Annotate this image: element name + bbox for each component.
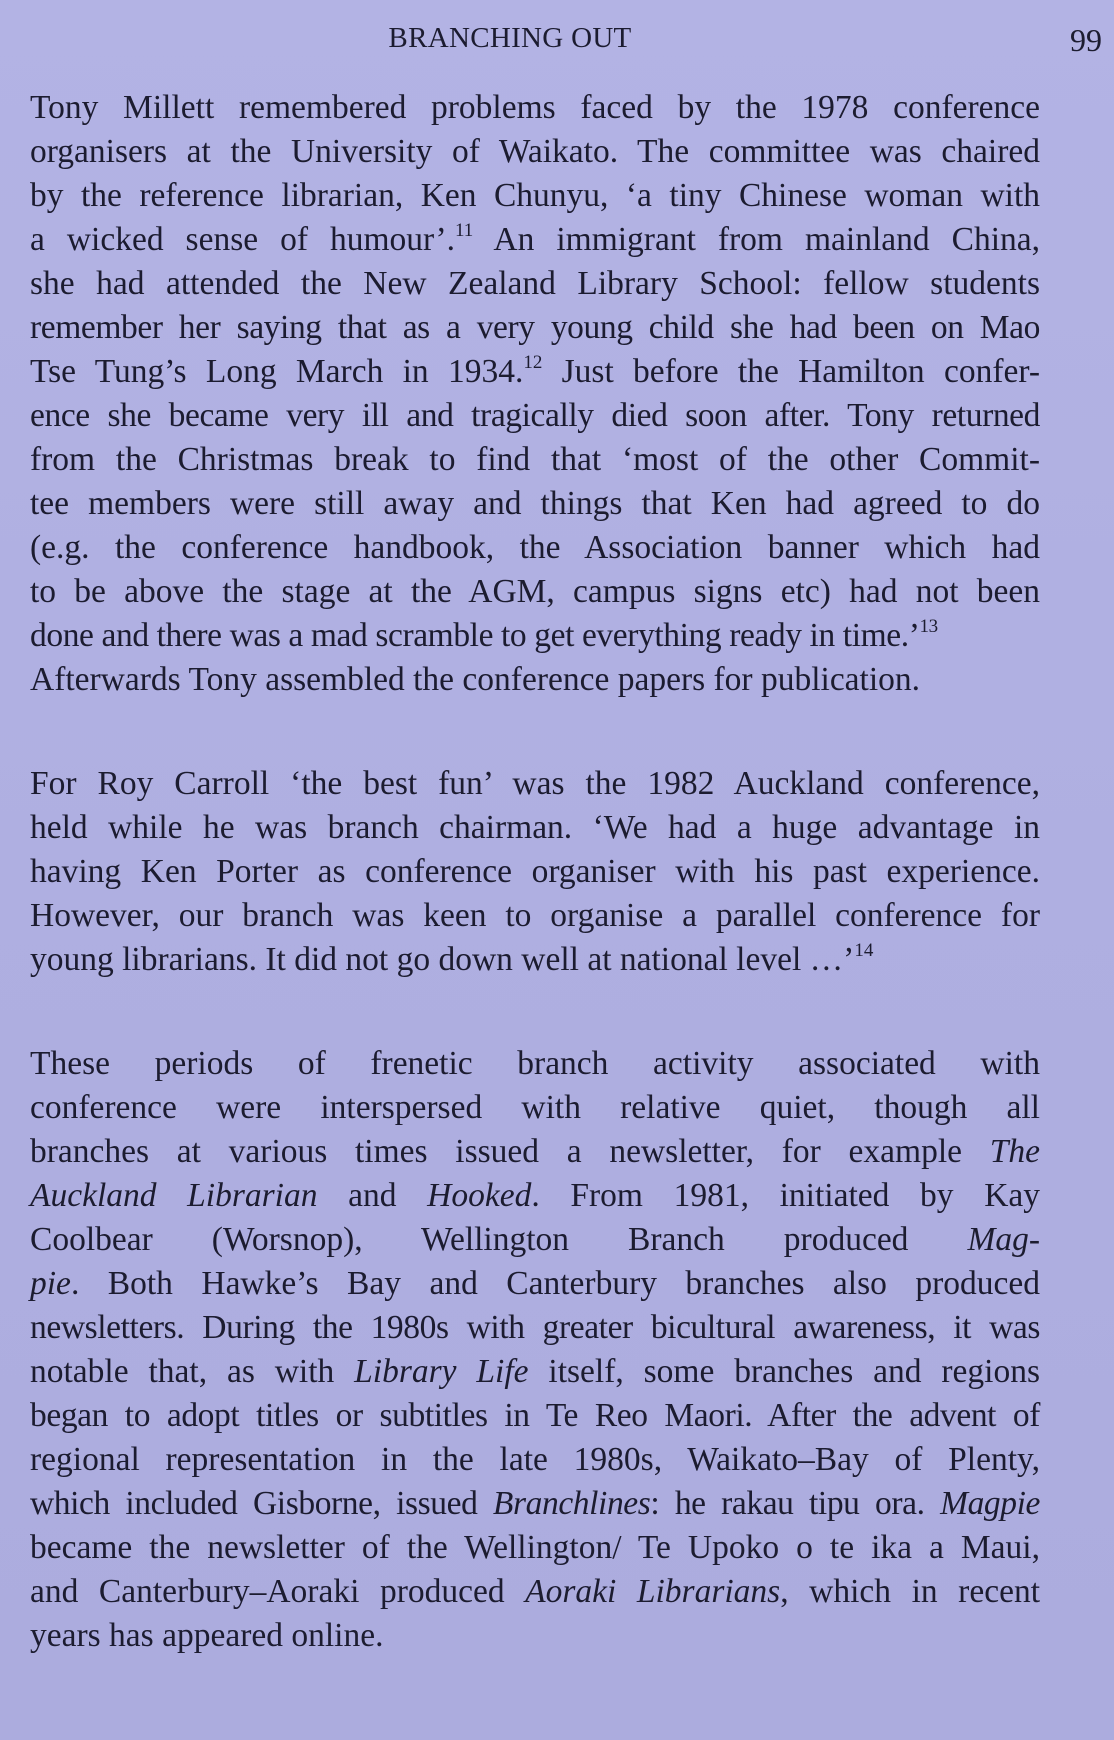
- text-line: held while he was branch chairman. ‘We had a huge advantage in: [30, 809, 1040, 846]
- publication-title: Hooked: [427, 1177, 532, 1214]
- publication-title: The: [989, 1133, 1040, 1170]
- text-line: Tse Tung’s Long March in 1934.12 Just before the Hamilton confer-: [30, 352, 1040, 390]
- text-line: she had attended the New Zealand Library School: fellow students: [30, 265, 1040, 302]
- publication-title: Auckland Librarian: [30, 1177, 318, 1214]
- text-line: ence she became very ill and tragically died soon after. Tony returned: [30, 397, 1040, 434]
- text-line: Afterwards Tony assembled the conference papers for publication.: [30, 661, 921, 698]
- text-line: (e.g. the conference handbook, the Association banner which had: [30, 529, 1040, 566]
- text-line: remember her saying that as a very young child she had been on Mao: [30, 309, 1040, 346]
- text-line: Tony Millett remembered problems faced by the 1978 conference: [30, 89, 1040, 126]
- text-line: However, our branch was keen to organise a parallel conference for: [30, 897, 1040, 934]
- footnote-marker-14: 14: [854, 940, 874, 961]
- text-line: having Ken Porter as conference organiser with his past experience.: [30, 853, 1040, 890]
- text-line: organisers at the University of Waikato. The committee was chaired: [30, 133, 1040, 170]
- text-line: pie. Both Hawke’s Bay and Canterbury branches also produced: [30, 1265, 1040, 1302]
- publication-title: Aoraki Librarians: [525, 1573, 781, 1610]
- text-line: These periods of frenetic branch activity associated with: [30, 1045, 1040, 1082]
- text-line: by the reference librarian, Ken Chunyu, ‘a tiny Chinese woman with: [30, 177, 1040, 214]
- text-line: tee members were still away and things that Ken had agreed to do: [30, 485, 1040, 522]
- text-line: young librarians. It did not go down well at national level …’$^{14}$: [30, 940, 874, 978]
- footnote-marker-13: 13: [919, 616, 938, 637]
- text-line: conference were interspersed with relative quiet, though all: [30, 1089, 1040, 1126]
- text-line: which included Gisborne, issued Branchlines: he rakau tipu ora. Magpie: [30, 1485, 1040, 1522]
- text-line: a wicked sense of humour’.$^{11}$ An immigrant from mainland China,: [30, 220, 1040, 258]
- footnote-marker-12: 12: [523, 352, 543, 373]
- text-line: branches at various times issued a newsletter, for example The: [30, 1133, 1040, 1170]
- text-line: from the Christmas break to find that ‘most of the other Commit-: [30, 441, 1040, 478]
- text-line: For Roy Carroll ‘the best fun’ was the 1982 Auckland conference,: [30, 765, 1040, 802]
- page-number: 99: [1070, 22, 1102, 58]
- paragraph-2: [30, 762, 1040, 982]
- text-line: newsletters. During the 1980s with greater bicultural awareness, it was: [30, 1309, 1040, 1346]
- publication-title: pie: [30, 1265, 71, 1302]
- footnote-marker-11: 11: [454, 220, 474, 241]
- text-line: done and there was a mad scramble to get everything ready in time.’$^{13}$: [30, 616, 938, 654]
- paragraph-1: [30, 86, 1040, 702]
- running-head: BRANCHING OUT: [388, 22, 632, 54]
- text-line: began to adopt titles or subtitles in Te Reo Maori. After the advent of: [30, 1397, 1040, 1434]
- paragraph-3: [30, 1042, 1040, 1658]
- text-line: Coolbear (Worsnop), Wellington Branch produced Mag-: [30, 1221, 1040, 1258]
- text-line: became the newsletter of the Wellington/ Te Upoko o te ika a Maui,: [30, 1529, 1040, 1566]
- publication-title: Library Life: [354, 1353, 529, 1390]
- text-line: to be above the stage at the AGM, campus signs etc) had not been: [30, 573, 1040, 610]
- publication-title: Branchlines: [492, 1485, 651, 1522]
- text-line: regional representation in the late 1980s, Waikato–Bay of Plenty,: [30, 1441, 1040, 1478]
- publication-title: Magpie: [940, 1485, 1040, 1522]
- publication-title: Mag-: [967, 1221, 1040, 1258]
- text-line: and Canterbury–Aoraki produced Aoraki Librarians, which in recent: [30, 1573, 1040, 1610]
- text-line: years has appeared online.: [30, 1617, 384, 1654]
- text-line: Auckland Librarian and Hooked. From 1981, initiated by Kay: [30, 1177, 1041, 1214]
- text-line: notable that, as with Library Life itself, some branches and regions: [30, 1353, 1040, 1390]
